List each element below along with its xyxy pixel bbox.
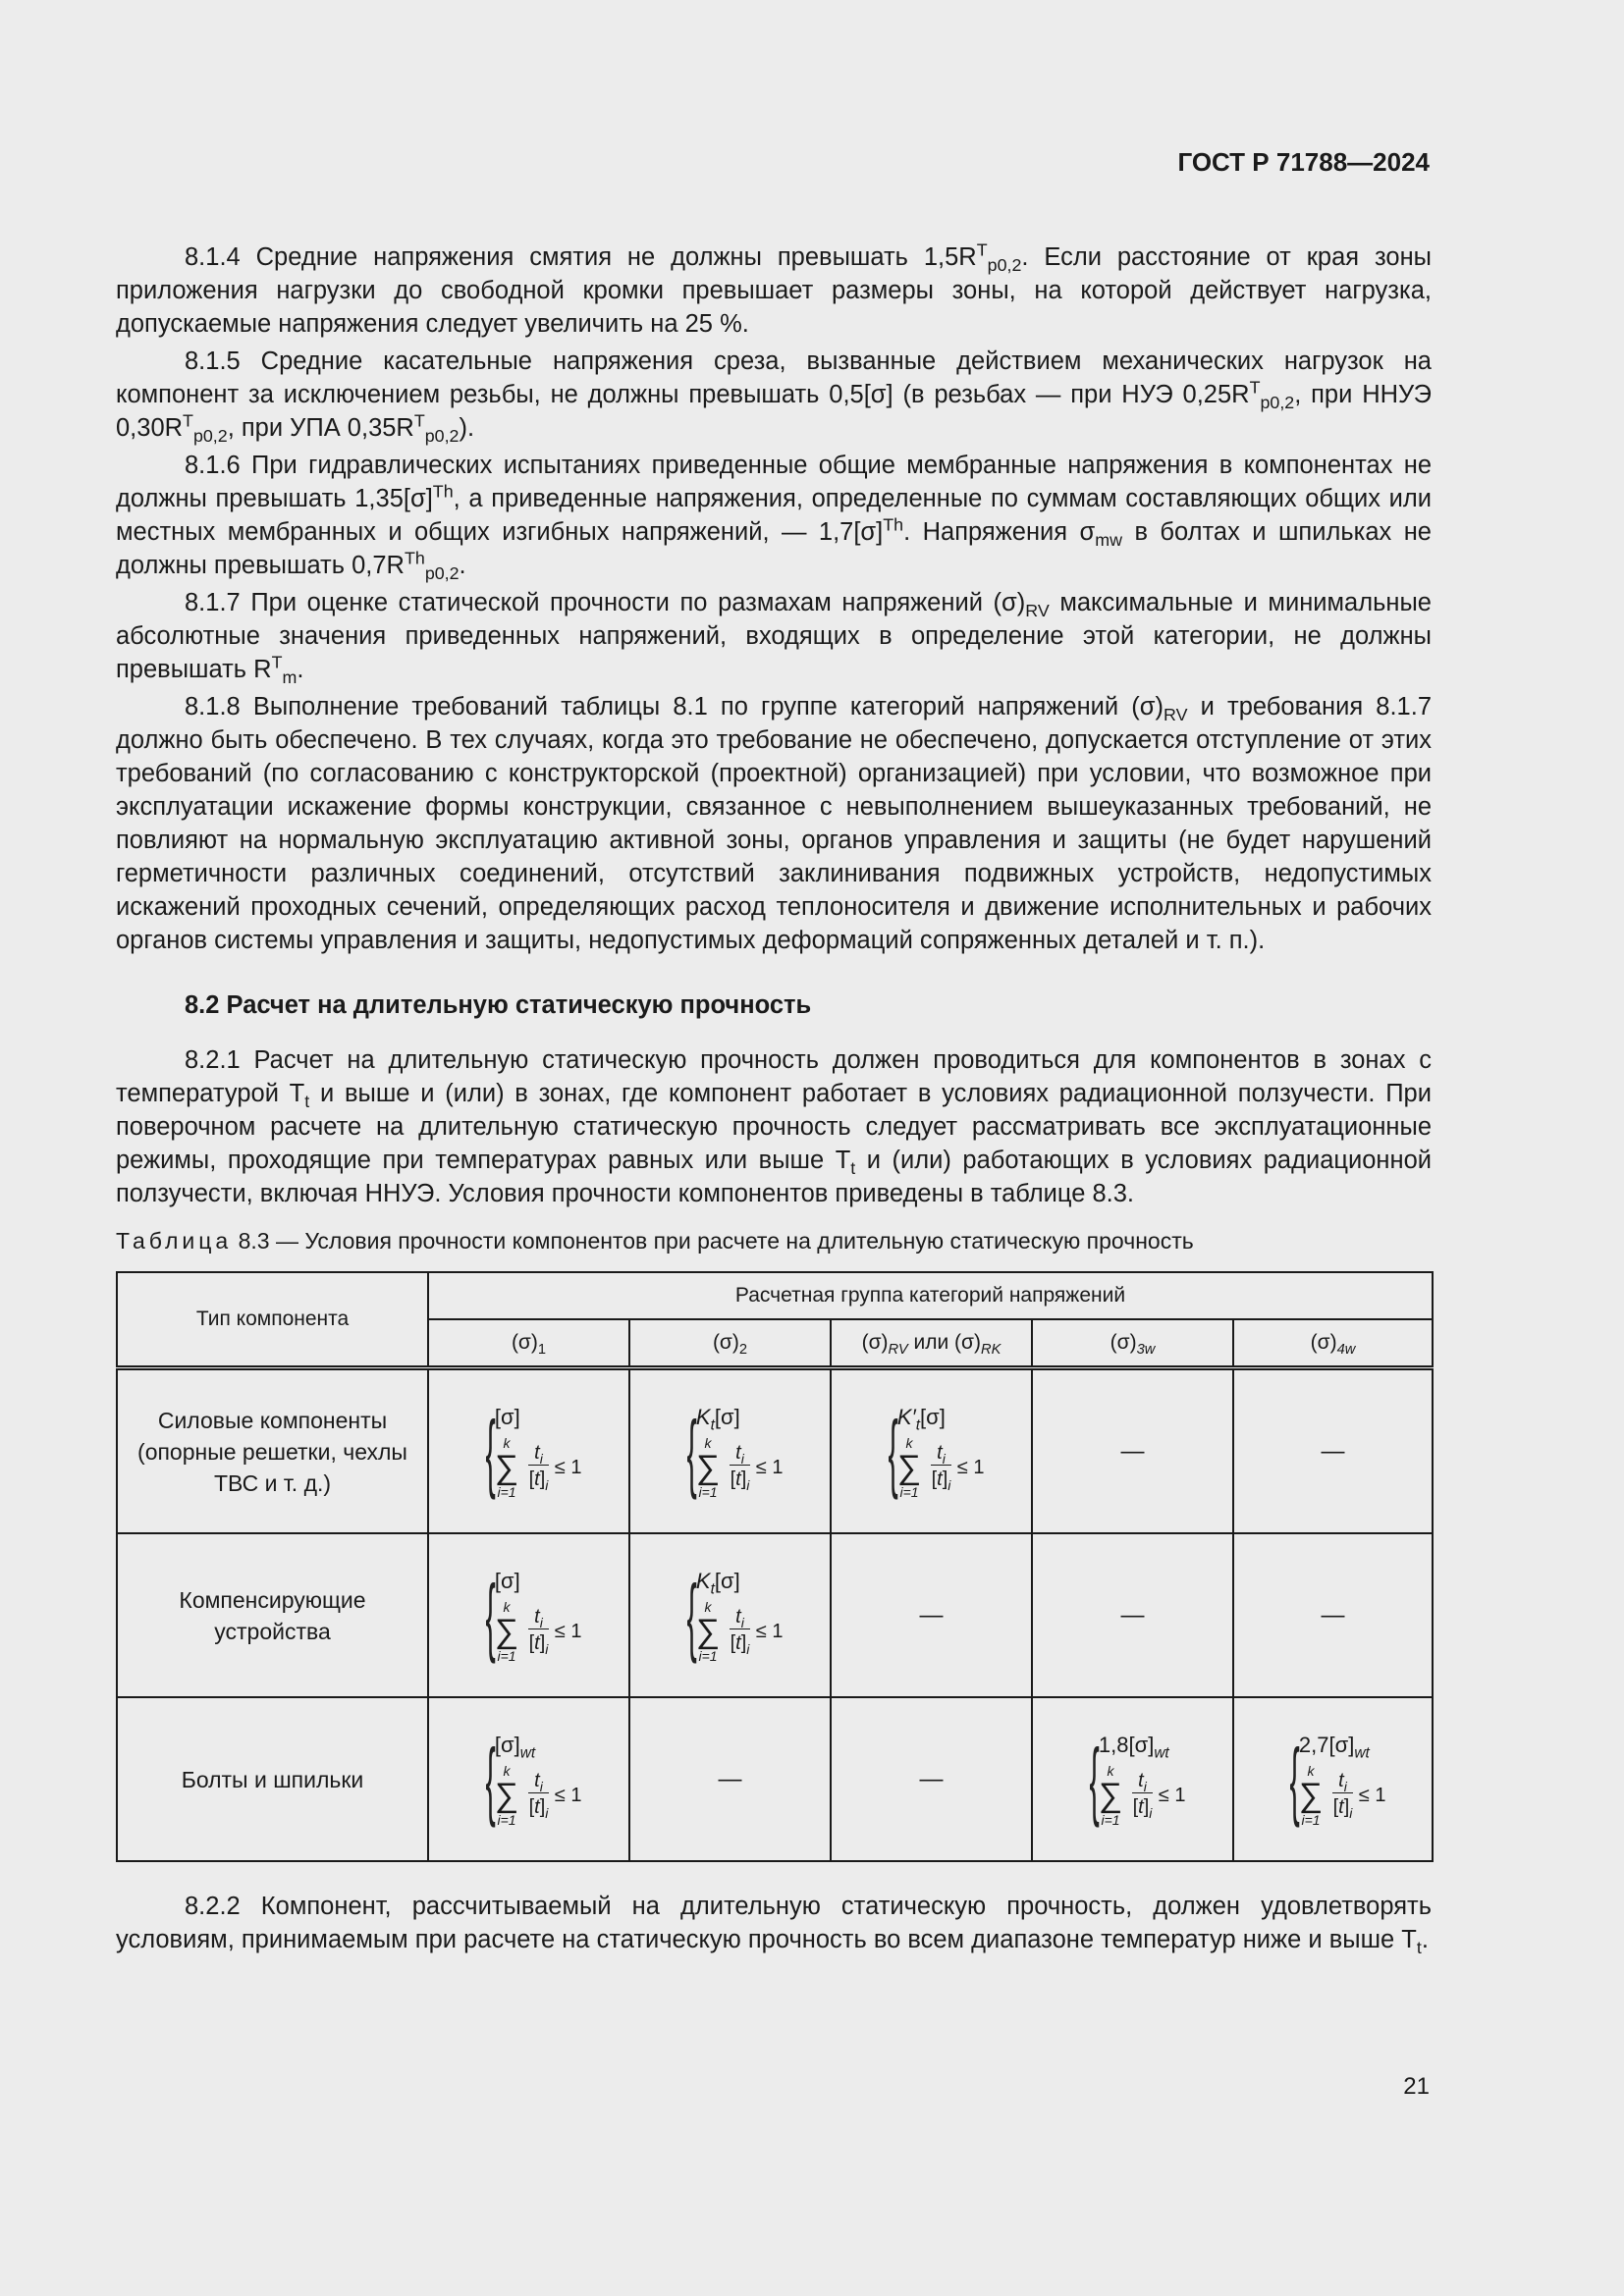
header-stress-group: Расчетная группа категорий напряжений	[428, 1272, 1433, 1319]
component-name: Силовые компоненты (опорные решетки, чехлы ТВС и т. д.)	[117, 1368, 428, 1534]
document-id: ГОСТ Р 71788—2024	[1177, 147, 1430, 177]
empty-cell-dash: —	[1032, 1533, 1233, 1697]
strength-conditions-table	[116, 1271, 1434, 1862]
header-sigma-rv-rk: $(\sigma)_{RV}$ или $(\sigma)_{RK}$	[831, 1319, 1032, 1368]
paragraph-8-1-7: 8.1.7 При оценке статической прочности по размахам напряжений $(\sigma)_{RV}$ максимальные и минимальные абсолютные значения приведенных напряжений, входящих в определение этой категории, не должны превышать $R^T_m$.	[116, 589, 1432, 688]
paragraph-8-1-4: 8.1.4 Средние напряжения смятия не должны превышать $1,5R^T_{p0,2}$. Если расстояние от края зоны приложения нагрузки до свободной кромки превышает размеры зоны, на которой действует нагрузка, допускаемые напряжения следует увеличить на 25 %.	[116, 240, 1432, 338]
empty-cell-dash: —	[629, 1697, 831, 1861]
paragraph-8-1-6: 8.1.6 При гидравлических испытаниях приведенные общие мембранные напряжения в компонентах не должны превышать $1,35[\sigma]^{Th}$, а приведенные напряжения, определенные по суммам составляющих общих или местных мембранных и общих изгибных напряжений, — $1,7[\sigma]^{Th}$. Напряжения $\sigma_{mw}$ в болтах и шпильках не должны превышать $0,7R^{Th}_{p0,2}$.	[116, 452, 1432, 584]
header-sigma-1: $(\sigma)_1$	[428, 1319, 629, 1368]
formula-cell: { $K'_t[\sigma]$ k ∑ i=1 $\frac{t_i}{[t]_i}$ ≤ 1	[831, 1368, 1032, 1534]
formula-cell: { $K_t[\sigma]$ k ∑ i=1 $\frac{t_i}{[t]_i}$ ≤ 1	[629, 1533, 831, 1697]
header-sigma-4w: $(\sigma)_{4w}$	[1233, 1319, 1433, 1368]
paragraph-8-1-8: 8.1.8 Выполнение требований таблицы 8.1 по группе категорий напряжений $(\sigma)_{RV}$ и требования 8.1.7 должно быть обеспечено. В тех случаях, когда это требование не обеспечено, допускается отступление от этих требований (по согласованию с конструкторской (проектной) организацией) при условии, что возможное при эксплуатации искажение формы конструкции, связанное с невыполнением вышеуказанных требований, не повлияют на нормальную эксплуатацию активной зоны, органов управления и защиты (не будет нарушений герметичности различных соединений, отсутствий заклинивания подвижных устройств, недопустимых искажений проходных сечений, определяющих расход теплоносителя и движение исполнительных и рабочих органов системы управления и защиты, недопустимых деформаций сопряженных деталей и т. п.).	[116, 693, 1432, 954]
formula-cell: { $[\sigma]_{wt}$ k ∑ i=1 $\frac{t_i}{[t]_i}$ ≤ 1	[428, 1697, 629, 1861]
empty-cell-dash: —	[831, 1697, 1032, 1861]
header-sigma-2: $(\sigma)_2$	[629, 1319, 831, 1368]
table-row	[117, 1697, 1433, 1861]
paragraph-8-2-1: 8.2.1 Расчет на длительную статическую прочность должен проводиться для компонентов в зонах с температурой $T_t$ и выше и (или) в зонах, где компонент работает в условиях радиационной ползучести. При поверочном расчете на длительную статическую прочность следует рассматривать все эксплуатационные режимы, проходящие при температурах равных или выше $T_t$ и (или) работающих в условиях радиационной ползучести, включая ННУЭ. Условия прочности компонентов приведены в таблице 8.3.	[116, 1046, 1433, 1207]
empty-cell-dash: —	[831, 1533, 1032, 1697]
page-content	[116, 240, 1432, 1960]
formula-cell: { $1,8[\sigma]_{wt}$ k ∑ i=1 $\frac{t_i}{[t]_i}$ ≤ 1	[1032, 1697, 1233, 1861]
page-number: 21	[1403, 2073, 1430, 2100]
empty-cell-dash: —	[1233, 1533, 1433, 1697]
component-name: Компенсирующие устройства	[117, 1533, 428, 1697]
empty-cell-dash: —	[1233, 1368, 1433, 1534]
table-row	[117, 1533, 1433, 1697]
paragraph-8-1-5: 8.1.5 Средние касательные напряжения среза, вызванные действием механических нагрузок на компонент за исключением резьбы, не должны превышать 0,5[σ] (в резьбах — при НУЭ $0,25R^T_{p0,2}$, при ННУЭ $0,30R^T_{p0,2}$, при УПА $0,35R^T_{p0,2}$).	[116, 347, 1432, 447]
formula-cell: { [σ] k ∑ i=1 $\frac{t_i}{[t]_i}$ ≤ 1	[428, 1368, 629, 1534]
header-component-type: Тип компонента	[117, 1272, 428, 1368]
section-heading-8-2: 8.2 Расчет на длительную статическую прочность	[185, 991, 812, 1019]
formula-cell: { $K_t[\sigma]$ k ∑ i=1 $\frac{t_i}{[t]_i}$ ≤ 1	[629, 1368, 831, 1534]
table-row	[117, 1368, 1433, 1534]
component-name: Болты и шпильки	[117, 1697, 428, 1861]
paragraph-8-2-2: 8.2.2 Компонент, рассчитываемый на длительную статическую прочность, должен удовлетворять условиям, принимаемым при расчете на статическую прочность во всем диапазоне температур ниже и выше $T_t$.	[116, 1893, 1432, 1958]
empty-cell-dash: —	[1032, 1368, 1233, 1534]
table-caption: Таблица 8.3 — Условия прочности компонентов при расчете на длительную статическую прочность	[116, 1228, 1194, 1254]
formula-cell: { $2,7[\sigma]_{wt}$ k ∑ i=1 $\frac{t_i}{[t]_i}$ ≤ 1	[1233, 1697, 1433, 1861]
formula-cell: { [σ] k ∑ i=1 $\frac{t_i}{[t]_i}$ ≤ 1	[428, 1533, 629, 1697]
header-sigma-3w: $(\sigma)_{3w}$	[1032, 1319, 1233, 1368]
